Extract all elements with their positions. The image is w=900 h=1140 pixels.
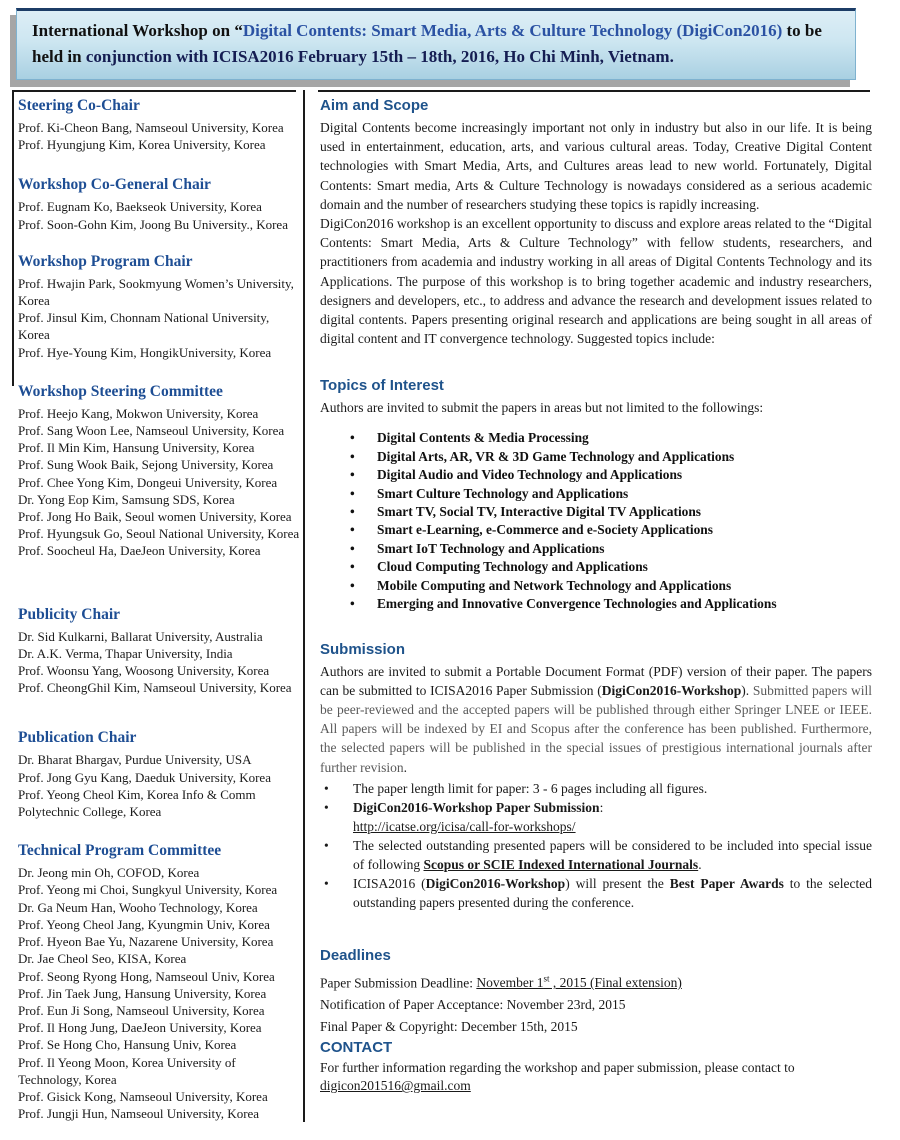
submission-bullet-page-limit: • The paper length limit for paper: 3 - 6 pages including all figures. [320, 779, 872, 798]
submission-heading: Submission [320, 640, 406, 658]
submission-period: . [403, 759, 407, 775]
member-line: Prof. Sung Wook Baik, Sejong University, Korea [18, 457, 274, 473]
submission-bullet-paper-submission [320, 798, 872, 836]
member-line: Dr. Jeong min Oh, COFOD, Korea [18, 865, 200, 881]
submission-workshop-name: DigiCon2016-Workshop [601, 682, 742, 698]
member-line: Prof. Jong Ho Baik, Seoul women University, Korea [18, 509, 292, 525]
section-title: Technical Program Committee [18, 842, 222, 860]
member-line: Prof. Ki-Cheon Bang, Namseoul University, Korea [18, 120, 284, 135]
member-line: Prof. Il Yeong Moon, Korea University of Technology, Korea [18, 1054, 236, 1087]
contact-section [320, 1038, 872, 1095]
member-line: Prof. Jong Gyu Kang, Daeduk University, Korea [18, 769, 271, 785]
deadlines-section [320, 946, 872, 1039]
member-line: Prof. Woonsu Yang, Woosong University, Korea [18, 663, 270, 679]
topic-item: • Smart IoT Technology and Applications [320, 540, 872, 558]
member-line: Prof. Jin Taek Jung, Hansung University, Korea [18, 985, 267, 1001]
column-divider-line [303, 90, 305, 1122]
journals-period: . [698, 856, 702, 872]
submission-text: Authors are invited to submit a Portable Document Format (PDF) version of their paper. The papers can be submitted to ICISA2016 Paper Submission ( [320, 663, 872, 698]
topic-item: • Digital Contents & Media Processing [320, 429, 872, 447]
section-title: Steering Co-Chair [18, 97, 140, 114]
deadline-date-day: November 1 [476, 975, 544, 991]
best-paper-text-3: to the selected outstanding papers presented during the conference. [353, 875, 873, 910]
section-title: Workshop Program Chair [18, 252, 193, 270]
banner-text-plain-2: to be held in [32, 21, 822, 66]
section-steering-co-chair [18, 96, 302, 153]
member-line: Prof. Hwajin Park, Sookmyung Women’s University, Korea [18, 275, 294, 309]
member-line: Dr. Bharat Bhargav, Purdue University, USA [18, 752, 252, 768]
section-publication-chair [18, 728, 302, 820]
deadline-label: Paper Submission Deadline: [320, 975, 477, 991]
topic-item: • Emerging and Innovative Convergence Technologies and Applications [320, 595, 872, 613]
member-line: Prof. Chee Yong Kim, Dongeui University, Korea [18, 474, 278, 490]
member-line: Prof. Soon-Gohn Kim, Joong Bu University., Korea [18, 216, 288, 232]
member-line: Prof. Yeong mi Choi, Sungkyul University, Korea [18, 882, 278, 898]
submission-bullet-journals [320, 836, 872, 874]
submission-review-note: Submitted papers will be peer-reviewed and the accepted papers will be published through either Springer LNEE or IEEE. All papers will be indexed by EI and Scopus after the conference has been published. Furthermore, the selected papers will be published in the special issues of prestigious international journals after further revision [320, 682, 873, 775]
member-line: Dr. Sid Kulkarni, Ballarat University, Australia [18, 628, 263, 644]
section-workshop-co-general-chair [18, 175, 302, 232]
submission-paragraph [320, 662, 872, 777]
topic-item: • Smart Culture Technology and Applications [320, 485, 872, 503]
member-line: Prof. Gisick Kong, Namseoul University, Korea [18, 1088, 268, 1104]
member-line: Prof. Se Hong Cho, Hansung Univ, Korea [18, 1037, 237, 1053]
topics-heading: Topics of Interest [320, 377, 444, 395]
topic-item: • Cloud Computing Technology and Applications [320, 558, 872, 576]
topic-item: • Digital Audio and Video Technology and Applications [320, 466, 872, 484]
best-paper-workshop-name: DigiCon2016-Workshop [425, 875, 566, 891]
member-line: Prof. Hyungjung Kim, Korea University, Korea [18, 137, 266, 153]
section-title: Workshop Steering Committee [18, 382, 223, 400]
member-line: Prof. Seong Ryong Hong, Namseoul Univ, Korea [18, 968, 275, 984]
contact-sentence: For further information regarding the workshop and paper submission, please contact to [320, 1060, 795, 1076]
aim-scope-paragraph-2: DigiCon2016 workshop is an excellent opportunity to discuss and explore areas related to the “Digital Contents: Smart Media, Arts & Culture Technology” with fellow students, researchers, and practitioners from academia and industry working in all areas of Digital Contents Technology and its Applications. The purpose of this workshop is to bring together academic and industry researchers, designers and developers, etc., to address and advance the research and development issues related to digital contents. Papers presenting original research and applications are being sought in all areas of digital content and IT convergence technology. Suggested topics include: [320, 216, 872, 347]
left-column-top-rule [12, 90, 296, 92]
member-line: Prof. Jinsul Kim, Chonnam National University, Korea [18, 310, 270, 343]
submission-section [320, 640, 872, 912]
section-title: Publication Chair [18, 729, 137, 747]
best-paper-text-1: ICISA2016 ( [353, 875, 426, 891]
section-workshop-program-chair [18, 252, 302, 361]
member-line: Prof. Heejo Kang, Mokwon University, Korea [18, 405, 259, 421]
banner-text-navy: conjunction with ICISA2016 February 15th – 18th, 2016, Ho Chi Minh, Vietnam. [85, 47, 674, 66]
best-paper-text-2: ) will present the [565, 875, 670, 891]
member-line: Prof. Yeong Cheol Jang, Kyungmin Univ, Korea [18, 916, 270, 932]
member-line: Dr. Yong Eop Kim, Samsung SDS, Korea [18, 491, 235, 507]
deadline-date-rest: , 2015 (Final extension) [549, 975, 682, 991]
topics-of-interest-section [320, 376, 872, 613]
deadline-paper-submission [320, 968, 872, 995]
member-line: Prof. Soocheul Ha, DaeJeon University, Korea [18, 543, 261, 559]
submission-bullet-best-paper [320, 874, 872, 912]
right-column-top-rule [318, 90, 870, 92]
section-publicity-chair [18, 605, 302, 697]
member-line: Prof. Yeong Cheol Kim, Korea Info & Comm Polytechnic College, Korea [18, 786, 256, 820]
member-line: Dr. Ga Neum Han, Wooho Technology, Korea [18, 899, 258, 915]
best-paper-awards-label: Best Paper Awards [669, 875, 784, 891]
member-line: Dr. A.K. Verma, Thapar University, India [18, 645, 233, 661]
section-technical-program-committee [18, 841, 302, 1122]
journals-text: The selected outstanding presented papers will be considered to be included into special issue of following [353, 837, 872, 872]
member-line: Prof. Eun Ji Song, Namseoul University, Korea [18, 1002, 265, 1018]
member-line: Prof. Il Hong Jung, DaeJeon University, Korea [18, 1020, 262, 1036]
section-title: Workshop Co-General Chair [18, 176, 211, 194]
contact-text [320, 1059, 872, 1095]
banner-text-highlight: Digital Contents: Smart Media, Arts & Culture Technology (DigiCon2016) [242, 21, 783, 40]
left-column-left-rule [12, 90, 14, 386]
deadlines-heading: Deadlines [320, 946, 391, 964]
contact-email-link[interactable]: digicon201516@gmail.com [320, 1078, 471, 1094]
deadline-notification: Notification of Paper Acceptance: November 23rd, 2015 [320, 997, 626, 1013]
member-line: Prof. Hyeon Bae Yu, Nazarene University, Korea [18, 934, 274, 950]
paper-submission-label: DigiCon2016-Workshop Paper Submission [353, 799, 600, 815]
journals-emphasis: Scopus or SCIE Indexed International Journals [423, 856, 699, 872]
member-line: Prof. Sang Woon Lee, Namseoul University, Korea [18, 423, 285, 439]
workshop-submission-link[interactable]: http://icatse.org/icisa/call-for-workshops/ [353, 818, 576, 834]
colon: : [599, 799, 604, 815]
aim-scope-heading: Aim and Scope [320, 97, 429, 114]
topic-item: • Smart TV, Social TV, Interactive Digital TV Applications [320, 503, 872, 521]
banner-text-plain: International Workshop on “ [32, 21, 243, 40]
topic-item: • Digital Arts, AR, VR & 3D Game Technology and Applications [320, 448, 872, 466]
deadline-date [476, 975, 681, 990]
topics-intro: Authors are invited to submit the papers in areas but not limited to the followings: [320, 400, 764, 416]
contact-heading: CONTACT [320, 1039, 393, 1057]
committee-sidebar [18, 96, 302, 1122]
ordinal-suffix: st [543, 973, 550, 984]
section-workshop-steering-committee [18, 382, 302, 560]
main-content [320, 96, 872, 1095]
member-line: Prof. Jungji Hun, Namseoul University, Korea [18, 1106, 260, 1122]
topic-item: • Smart e-Learning, e-Commerce and e-Society Applications [320, 521, 872, 539]
deadline-final-paper: Final Paper & Copyright: December 15th, 2015 [320, 1019, 578, 1035]
member-line: Prof. Hye-Young Kim, HongikUniversity, Korea [18, 344, 272, 360]
member-line: Prof. Hyungsuk Go, Seoul National University, Korea [18, 526, 300, 542]
member-line: Dr. Jae Cheol Seo, KISA, Korea [18, 951, 187, 967]
topic-item: • Mobile Computing and Network Technology and Applications [320, 577, 872, 595]
member-line: Prof. CheongGhil Kim, Namseoul University, Korea [18, 680, 292, 696]
submission-text-2: ). [741, 682, 753, 698]
member-line: Prof. Eugnam Ko, Baekseok University, Korea [18, 199, 262, 215]
aim-scope-paragraph-1: Digital Contents become increasingly important not only in industry but also in our life. It is being used in entertainment, education, arts, and various cultural areas. Today, Creative Digital Content technologies with Smart Media, Arts, and Cultures areas lead to new world. Fortunately, Digital Contents: Smart media, Arts & Culture Technology is nowadays considered as a serious academic domain and the number of researchers studying these topics is rapidly increasing. [320, 120, 872, 212]
member-line: Prof. Il Min Kim, Hansung University, Korea [18, 440, 255, 456]
workshop-title-banner [16, 8, 856, 80]
section-title: Publicity Chair [18, 605, 121, 623]
